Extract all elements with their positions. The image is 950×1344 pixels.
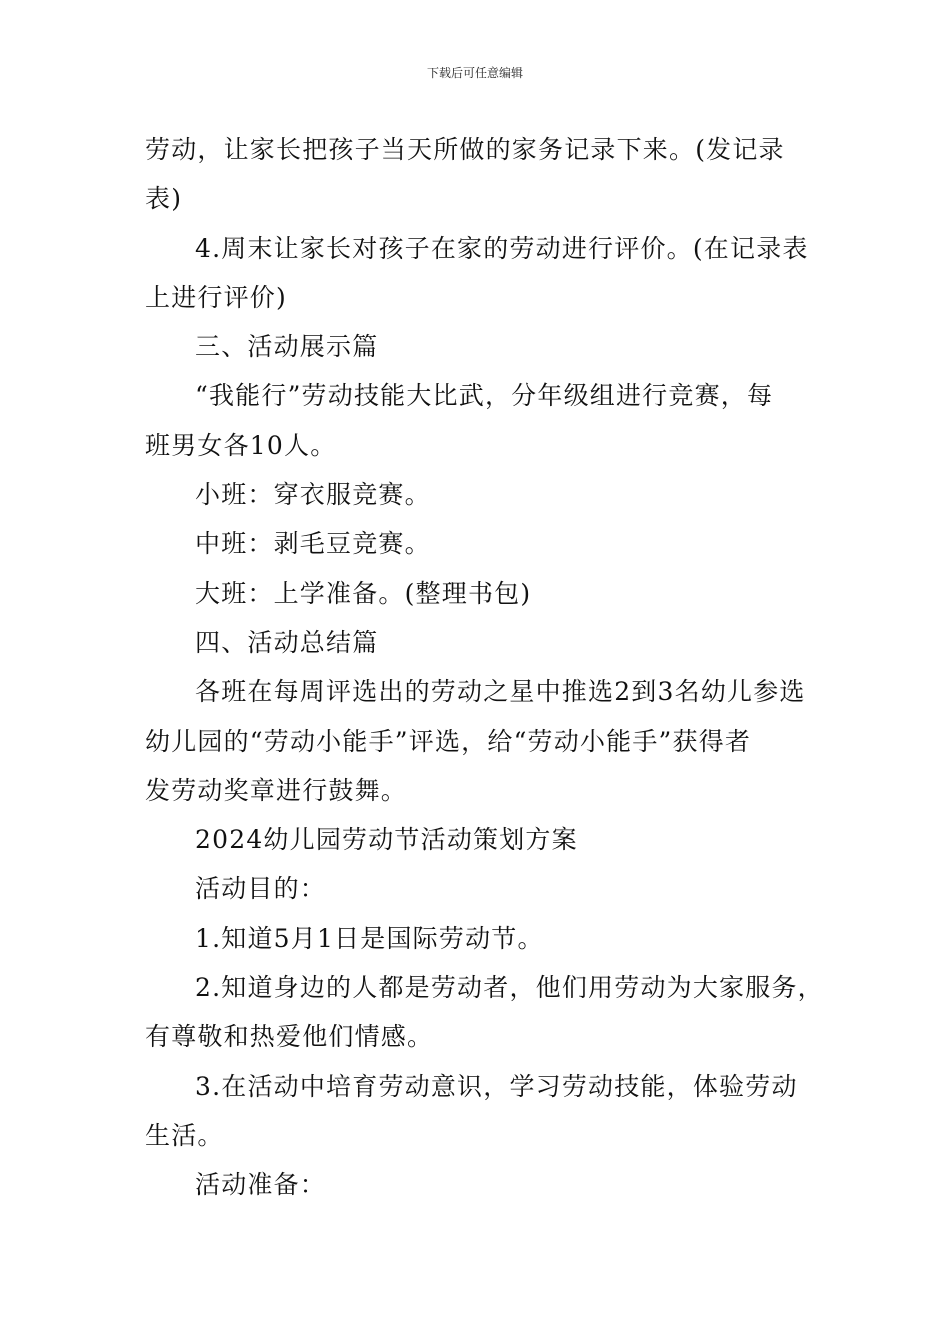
text-line: 表) (145, 184, 183, 214)
text-line: 劳动，让家长把孩子当天所做的家务记录下来。(发记录 (145, 135, 785, 164)
text-line: 三、活动展示篇 (195, 332, 379, 362)
text-line: 大班：上学准备。(整理书包) (195, 578, 532, 608)
text-line: 2024幼儿园劳动节活动策划方案 (195, 825, 578, 855)
text-line: 发劳动奖章进行鼓舞。 (145, 775, 408, 805)
text-line: 各班在每周评选出的劳动之星中推选2到3名幼儿参选 (195, 677, 806, 707)
text-line: 1.知道5月1日是国际劳动节。 (195, 923, 544, 953)
text-line: 3.在活动中培育劳动意识，学习劳动技能，体验劳动 (195, 1071, 798, 1101)
text-line: 生活。 (145, 1120, 224, 1150)
text-line: 四、活动总结篇 (195, 627, 379, 657)
text-line: 2.知道身边的人都是劳动者，他们用劳动为大家服务， (195, 973, 824, 1003)
page-header-note: 下载后可任意编辑 (426, 66, 523, 80)
text-line: 幼儿园的“劳动小能手”评选，给“劳动小能手”获得者 (145, 726, 752, 756)
text-line: 小班：穿衣服竞赛。 (195, 480, 431, 510)
text-line: “我能行”劳动技能大比武，分年级组进行竞赛，每 (195, 381, 774, 411)
text-line: 4.周末让家长对孩子在家的劳动进行评价。(在记录表 (195, 233, 809, 263)
document-body (145, 125, 824, 1210)
text-line: 有尊敬和热爱他们情感。 (145, 1022, 434, 1052)
text-line: 上进行评价) (145, 282, 287, 312)
text-line: 班男女各10人。 (145, 430, 337, 460)
text-line: 中班：剥毛豆竞赛。 (195, 529, 431, 559)
text-line: 活动准备： (195, 1170, 327, 1200)
text-line: 活动目的： (195, 874, 327, 904)
